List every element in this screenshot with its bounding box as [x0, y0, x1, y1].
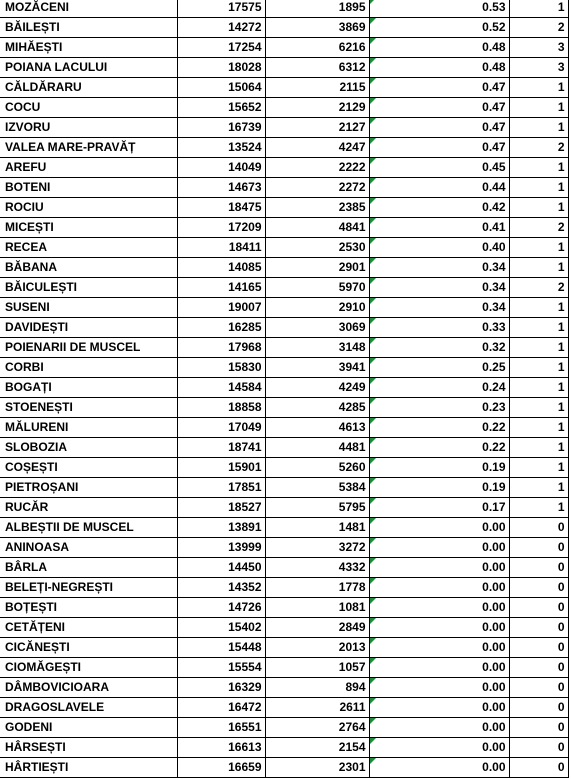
value-b-cell[interactable]: 2764 — [265, 718, 369, 738]
table-row — [0, 738, 568, 758]
value-a-cell[interactable]: 17254 — [177, 38, 265, 58]
value-a-cell[interactable]: 18028 — [177, 58, 265, 78]
value-b-cell[interactable]: 2385 — [265, 198, 369, 218]
ratio-cell[interactable]: 0.19 — [369, 478, 509, 498]
value-b-cell[interactable]: 4481 — [265, 438, 369, 458]
table-row — [0, 698, 568, 718]
table-row — [0, 298, 568, 318]
value-b-cell[interactable]: 3272 — [265, 538, 369, 558]
value-b-cell[interactable]: 5384 — [265, 478, 369, 498]
table-row — [0, 318, 568, 338]
count-cell[interactable]: 0 — [509, 678, 568, 698]
count-cell[interactable]: 0 — [509, 538, 568, 558]
value-a-cell[interactable]: 18475 — [177, 198, 265, 218]
count-cell[interactable]: 0 — [509, 758, 568, 778]
count-cell[interactable]: 0 — [509, 618, 568, 638]
count-cell[interactable]: 3 — [509, 38, 568, 58]
table-row — [0, 538, 568, 558]
ratio-cell[interactable]: 0.44 — [369, 178, 509, 198]
count-cell[interactable]: 2 — [509, 18, 568, 38]
value-a-cell[interactable]: 15830 — [177, 358, 265, 378]
value-b-cell[interactable]: 2127 — [265, 118, 369, 138]
table-row — [0, 378, 568, 398]
value-a-cell[interactable]: 14726 — [177, 598, 265, 618]
value-b-cell[interactable]: 1778 — [265, 578, 369, 598]
table-row — [0, 198, 568, 218]
ratio-cell[interactable]: 0.00 — [369, 638, 509, 658]
ratio-cell[interactable]: 0.47 — [369, 78, 509, 98]
value-b-cell[interactable]: 2611 — [265, 698, 369, 718]
table-row — [0, 238, 568, 258]
value-a-cell[interactable]: 16613 — [177, 738, 265, 758]
count-cell[interactable]: 1 — [509, 0, 568, 18]
count-cell[interactable]: 1 — [509, 98, 568, 118]
locality-cell[interactable]: PIETROȘANI — [0, 478, 177, 498]
locality-cell[interactable]: BOGAȚI — [0, 378, 177, 398]
count-cell[interactable]: 0 — [509, 638, 568, 658]
value-b-cell[interactable]: 5260 — [265, 458, 369, 478]
ratio-cell[interactable]: 0.00 — [369, 738, 509, 758]
table-row — [0, 458, 568, 478]
value-a-cell[interactable]: 18527 — [177, 498, 265, 518]
table-row — [0, 98, 568, 118]
value-a-cell[interactable]: 17049 — [177, 418, 265, 438]
locality-cell[interactable]: BÂRLA — [0, 558, 177, 578]
ratio-cell[interactable]: 0.47 — [369, 118, 509, 138]
value-b-cell[interactable]: 3148 — [265, 338, 369, 358]
count-cell[interactable]: 2 — [509, 218, 568, 238]
ratio-cell[interactable]: 0.41 — [369, 218, 509, 238]
locality-cell[interactable]: SLOBOZIA — [0, 438, 177, 458]
table-row — [0, 638, 568, 658]
value-b-cell[interactable]: 5970 — [265, 278, 369, 298]
locality-cell[interactable]: RUCĂR — [0, 498, 177, 518]
count-cell[interactable]: 1 — [509, 458, 568, 478]
value-a-cell[interactable]: 16285 — [177, 318, 265, 338]
value-b-cell[interactable]: 2530 — [265, 238, 369, 258]
table-row — [0, 478, 568, 498]
value-a-cell[interactable]: 15901 — [177, 458, 265, 478]
ratio-cell[interactable]: 0.00 — [369, 678, 509, 698]
count-cell[interactable]: 2 — [509, 138, 568, 158]
value-a-cell[interactable]: 16472 — [177, 698, 265, 718]
value-b-cell[interactable]: 4247 — [265, 138, 369, 158]
table-row — [0, 658, 568, 678]
ratio-cell[interactable]: 0.48 — [369, 58, 509, 78]
value-a-cell[interactable]: 14673 — [177, 178, 265, 198]
ratio-cell[interactable]: 0.34 — [369, 278, 509, 298]
value-a-cell[interactable]: 17968 — [177, 338, 265, 358]
table-row — [0, 38, 568, 58]
locality-cell[interactable]: VALEA MARE-PRAVĂȚ — [0, 138, 177, 158]
value-b-cell[interactable]: 4285 — [265, 398, 369, 418]
value-b-cell[interactable]: 3869 — [265, 18, 369, 38]
count-cell[interactable]: 1 — [509, 258, 568, 278]
locality-cell[interactable]: CIOMĂGEȘTI — [0, 658, 177, 678]
locality-cell[interactable]: IZVORU — [0, 118, 177, 138]
count-cell[interactable]: 1 — [509, 298, 568, 318]
count-cell[interactable]: 1 — [509, 118, 568, 138]
value-b-cell[interactable]: 1081 — [265, 598, 369, 618]
table-row — [0, 518, 568, 538]
value-b-cell[interactable]: 2115 — [265, 78, 369, 98]
ratio-cell[interactable]: 0.33 — [369, 318, 509, 338]
value-a-cell[interactable]: 14450 — [177, 558, 265, 578]
locality-cell[interactable]: BOTENI — [0, 178, 177, 198]
locality-cell[interactable]: CICĂNEȘTI — [0, 638, 177, 658]
value-b-cell[interactable]: 2129 — [265, 98, 369, 118]
table-row — [0, 58, 568, 78]
count-cell[interactable]: 1 — [509, 438, 568, 458]
value-b-cell[interactable]: 3941 — [265, 358, 369, 378]
table-row — [0, 258, 568, 278]
locality-cell[interactable]: HÂRTIEȘTI — [0, 758, 177, 778]
value-a-cell[interactable]: 14352 — [177, 578, 265, 598]
value-b-cell[interactable]: 1481 — [265, 518, 369, 538]
locality-cell[interactable]: MĂLURENI — [0, 418, 177, 438]
value-b-cell[interactable]: 2222 — [265, 158, 369, 178]
locality-cell[interactable]: HÂRSEȘTI — [0, 738, 177, 758]
value-a-cell[interactable]: 14049 — [177, 158, 265, 178]
ratio-cell[interactable]: 0.47 — [369, 98, 509, 118]
ratio-cell[interactable]: 0.00 — [369, 618, 509, 638]
ratio-cell[interactable]: 0.00 — [369, 698, 509, 718]
locality-cell[interactable]: DRAGOSLAVELE — [0, 698, 177, 718]
table-row — [0, 78, 568, 98]
count-cell[interactable]: 1 — [509, 478, 568, 498]
table-row — [0, 18, 568, 38]
count-cell[interactable]: 1 — [509, 378, 568, 398]
table-row — [0, 418, 568, 438]
value-b-cell[interactable]: 4841 — [265, 218, 369, 238]
locality-cell[interactable]: STOENEȘTI — [0, 398, 177, 418]
ratio-cell[interactable]: 0.25 — [369, 358, 509, 378]
value-a-cell[interactable]: 17575 — [177, 0, 265, 18]
locality-cell[interactable]: ROCIU — [0, 198, 177, 218]
value-b-cell[interactable]: 2154 — [265, 738, 369, 758]
count-cell[interactable]: 0 — [509, 558, 568, 578]
ratio-cell[interactable]: 0.45 — [369, 158, 509, 178]
locality-cell[interactable]: ANINOASA — [0, 538, 177, 558]
value-a-cell[interactable]: 14584 — [177, 378, 265, 398]
count-cell[interactable]: 1 — [509, 498, 568, 518]
ratio-cell[interactable]: 0.00 — [369, 578, 509, 598]
locality-cell[interactable]: CORBI — [0, 358, 177, 378]
count-cell[interactable]: 3 — [509, 58, 568, 78]
ratio-cell[interactable]: 0.34 — [369, 258, 509, 278]
locality-cell[interactable]: MOZĂCENI — [0, 0, 177, 18]
value-b-cell[interactable]: 2272 — [265, 178, 369, 198]
value-a-cell[interactable]: 18411 — [177, 238, 265, 258]
value-a-cell[interactable]: 16739 — [177, 118, 265, 138]
value-a-cell[interactable]: 18741 — [177, 438, 265, 458]
ratio-cell[interactable]: 0.24 — [369, 378, 509, 398]
locality-cell[interactable]: BĂILEȘTI — [0, 18, 177, 38]
ratio-cell[interactable]: 0.23 — [369, 398, 509, 418]
locality-cell[interactable]: BĂICULEȘTI — [0, 278, 177, 298]
value-b-cell[interactable]: 6312 — [265, 58, 369, 78]
table-row — [0, 758, 568, 778]
value-b-cell[interactable]: 1057 — [265, 658, 369, 678]
locality-cell[interactable]: GODENI — [0, 718, 177, 738]
count-cell[interactable]: 2 — [509, 278, 568, 298]
locality-cell[interactable]: COCU — [0, 98, 177, 118]
ratio-cell[interactable]: 0.22 — [369, 418, 509, 438]
value-b-cell[interactable]: 4249 — [265, 378, 369, 398]
value-b-cell[interactable]: 2013 — [265, 638, 369, 658]
locality-cell[interactable]: AREFU — [0, 158, 177, 178]
ratio-cell[interactable]: 0.53 — [369, 0, 509, 18]
table-row — [0, 498, 568, 518]
count-cell[interactable]: 0 — [509, 518, 568, 538]
value-a-cell[interactable]: 16659 — [177, 758, 265, 778]
locality-cell[interactable]: RECEA — [0, 238, 177, 258]
table-row — [0, 358, 568, 378]
table-row — [0, 578, 568, 598]
value-a-cell[interactable]: 14272 — [177, 18, 265, 38]
locality-cell[interactable]: BOȚEȘTI — [0, 598, 177, 618]
locality-cell[interactable]: BĂBANA — [0, 258, 177, 278]
value-a-cell[interactable]: 13999 — [177, 538, 265, 558]
locality-cell[interactable]: MICEȘTI — [0, 218, 177, 238]
locality-cell[interactable]: DÂMBOVICIOARA — [0, 678, 177, 698]
locality-cell[interactable]: CĂLDĂRARU — [0, 78, 177, 98]
count-cell[interactable]: 0 — [509, 578, 568, 598]
count-cell[interactable]: 0 — [509, 738, 568, 758]
value-a-cell[interactable]: 19007 — [177, 298, 265, 318]
ratio-cell[interactable]: 0.40 — [369, 238, 509, 258]
count-cell[interactable]: 1 — [509, 318, 568, 338]
value-b-cell[interactable]: 4613 — [265, 418, 369, 438]
count-cell[interactable]: 1 — [509, 338, 568, 358]
value-a-cell[interactable]: 17851 — [177, 478, 265, 498]
ratio-cell[interactable]: 0.00 — [369, 518, 509, 538]
value-a-cell[interactable]: 17209 — [177, 218, 265, 238]
value-a-cell[interactable]: 16329 — [177, 678, 265, 698]
locality-cell[interactable]: MIHĂEȘTI — [0, 38, 177, 58]
ratio-cell[interactable]: 0.00 — [369, 758, 509, 778]
locality-cell[interactable]: ALBEȘTII DE MUSCEL — [0, 518, 177, 538]
ratio-cell[interactable]: 0.00 — [369, 658, 509, 678]
value-b-cell[interactable]: 2301 — [265, 758, 369, 778]
count-cell[interactable]: 1 — [509, 178, 568, 198]
value-a-cell[interactable]: 18858 — [177, 398, 265, 418]
ratio-cell[interactable]: 0.17 — [369, 498, 509, 518]
table-row — [0, 438, 568, 458]
value-b-cell[interactable]: 894 — [265, 678, 369, 698]
ratio-cell[interactable]: 0.00 — [369, 598, 509, 618]
table-row — [0, 0, 568, 18]
value-b-cell[interactable]: 1895 — [265, 0, 369, 18]
value-a-cell[interactable]: 15402 — [177, 618, 265, 638]
value-b-cell[interactable]: 2849 — [265, 618, 369, 638]
count-cell[interactable]: 1 — [509, 398, 568, 418]
value-b-cell[interactable]: 2901 — [265, 258, 369, 278]
value-b-cell[interactable]: 6216 — [265, 38, 369, 58]
count-cell[interactable]: 1 — [509, 358, 568, 378]
count-cell[interactable]: 1 — [509, 238, 568, 258]
ratio-cell[interactable]: 0.22 — [369, 438, 509, 458]
locality-cell[interactable]: POIANA LACULUI — [0, 58, 177, 78]
value-b-cell[interactable]: 4332 — [265, 558, 369, 578]
ratio-cell[interactable]: 0.47 — [369, 138, 509, 158]
table-row — [0, 338, 568, 358]
value-a-cell[interactable]: 15448 — [177, 638, 265, 658]
table-row — [0, 178, 568, 198]
locality-cell[interactable]: COȘEȘTI — [0, 458, 177, 478]
value-a-cell[interactable]: 15554 — [177, 658, 265, 678]
locality-cell[interactable]: BELEȚI-NEGREȘTI — [0, 578, 177, 598]
table-row — [0, 598, 568, 618]
table-row — [0, 398, 568, 418]
value-b-cell[interactable]: 3069 — [265, 318, 369, 338]
count-cell[interactable]: 1 — [509, 78, 568, 98]
count-cell[interactable]: 0 — [509, 598, 568, 618]
value-a-cell[interactable]: 16551 — [177, 718, 265, 738]
table-row — [0, 218, 568, 238]
ratio-cell[interactable]: 0.42 — [369, 198, 509, 218]
table-row — [0, 138, 568, 158]
locality-cell[interactable]: POIENARII DE MUSCEL — [0, 338, 177, 358]
count-cell[interactable]: 0 — [509, 698, 568, 718]
count-cell[interactable]: 0 — [509, 718, 568, 738]
ratio-cell[interactable]: 0.52 — [369, 18, 509, 38]
table-row — [0, 618, 568, 638]
ratio-cell[interactable]: 0.34 — [369, 298, 509, 318]
table-row — [0, 558, 568, 578]
value-a-cell[interactable]: 14165 — [177, 278, 265, 298]
value-b-cell[interactable]: 5795 — [265, 498, 369, 518]
value-b-cell[interactable]: 2910 — [265, 298, 369, 318]
table-row — [0, 118, 568, 138]
value-a-cell[interactable]: 14085 — [177, 258, 265, 278]
value-a-cell[interactable]: 15064 — [177, 78, 265, 98]
ratio-cell[interactable]: 0.00 — [369, 538, 509, 558]
table-row — [0, 718, 568, 738]
locality-cell[interactable]: SUSENI — [0, 298, 177, 318]
ratio-cell[interactable]: 0.48 — [369, 38, 509, 58]
value-a-cell[interactable]: 13524 — [177, 138, 265, 158]
ratio-cell[interactable]: 0.32 — [369, 338, 509, 358]
table-row — [0, 158, 568, 178]
ratio-cell[interactable]: 0.00 — [369, 558, 509, 578]
locality-cell[interactable]: CETĂȚENI — [0, 618, 177, 638]
count-cell[interactable]: 1 — [509, 198, 568, 218]
count-cell[interactable]: 0 — [509, 658, 568, 678]
table-row — [0, 278, 568, 298]
locality-cell[interactable]: DAVIDEȘTI — [0, 318, 177, 338]
ratio-cell[interactable]: 0.00 — [369, 718, 509, 738]
table-row — [0, 678, 568, 698]
value-a-cell[interactable]: 15652 — [177, 98, 265, 118]
count-cell[interactable]: 1 — [509, 418, 568, 438]
count-cell[interactable]: 1 — [509, 158, 568, 178]
ratio-cell[interactable]: 0.19 — [369, 458, 509, 478]
value-a-cell[interactable]: 13891 — [177, 518, 265, 538]
